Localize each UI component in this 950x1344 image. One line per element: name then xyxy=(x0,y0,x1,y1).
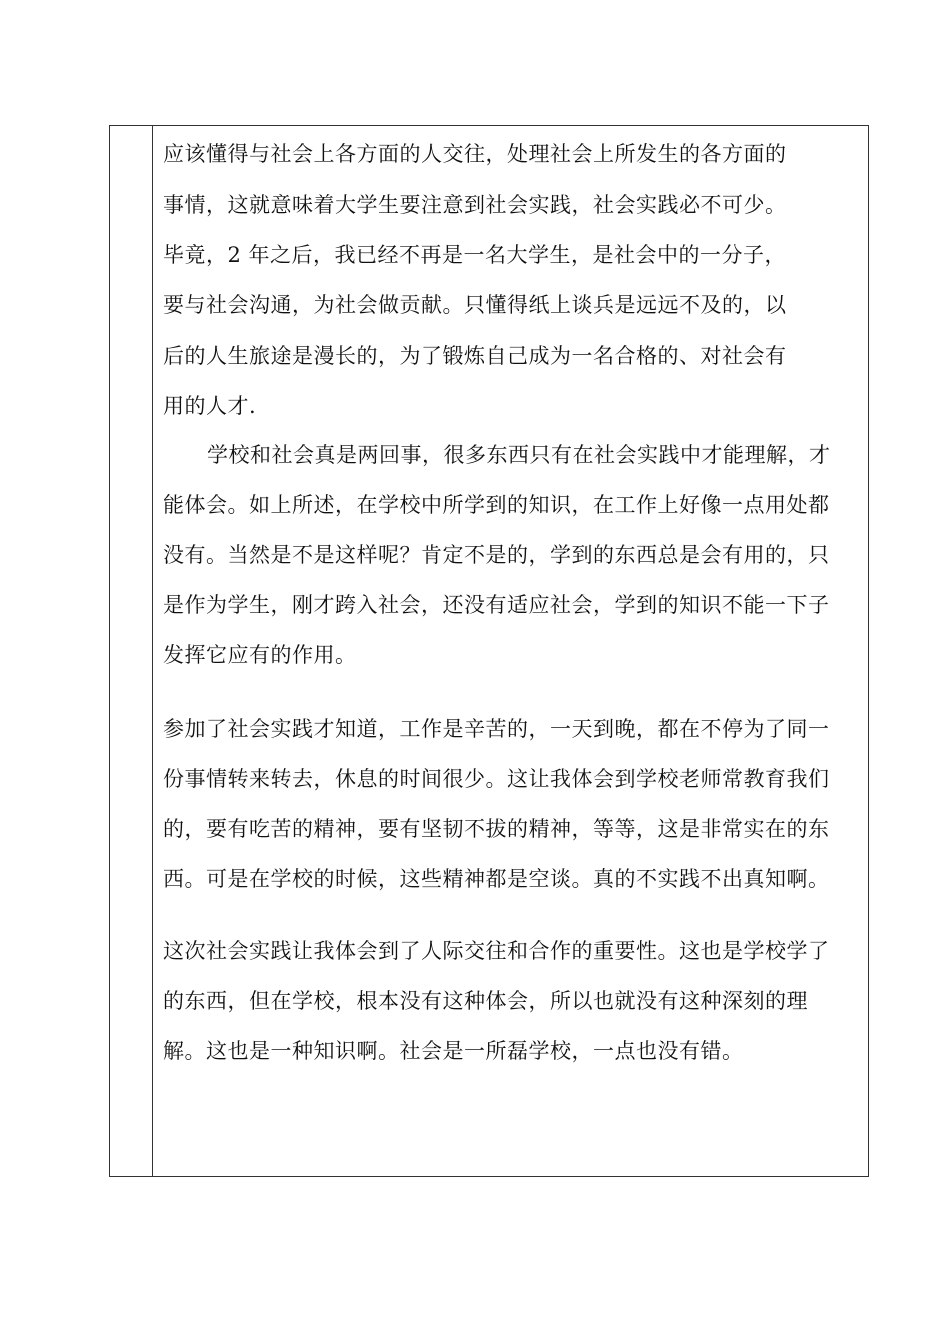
text-line: 参加了社会实践才知道，工作是辛苦的，一天到晚，都在不停为了同一 xyxy=(163,717,830,741)
text-line: 解。这也是一种知识啊。社会是一所磊学校，一点也没有错。 xyxy=(163,1039,744,1063)
text-line: 能体会。如上所述，在学校中所学到的知识，在工作上好像一点用处都 xyxy=(163,493,830,517)
text-line: 没有。当然是不是这样呢？肯定不是的，学到的东西总是会有用的，只 xyxy=(163,543,830,567)
document-table xyxy=(109,125,869,1177)
text-line: 事情，这就意味着大学生要注意到社会实践，社会实践必不可少。 xyxy=(163,193,787,217)
text-line: 发挥它应有的作用。 xyxy=(163,643,357,667)
text-line: 西。可是在学校的时候，这些精神都是空谈。真的不实践不出真知啊。 xyxy=(163,867,830,891)
text-line: 毕竟，2 年之后，我已经不再是一名大学生，是社会中的一分子， xyxy=(163,243,787,267)
text-line: 后的人生旅途是漫长的，为了锻炼自己成为一名合格的、对社会有 xyxy=(163,344,787,368)
text-line: 是作为学生，刚才跨入社会，还没有适应社会，学到的知识不能一下子 xyxy=(163,593,830,617)
text-line: 应该懂得与社会上各方面的人交往，处理社会上所发生的各方面的 xyxy=(163,142,787,166)
text-line: 份事情转来转去，休息的时间很少。这让我体会到学校老师常教育我们 xyxy=(163,767,830,791)
text-line: 这次社会实践让我体会到了人际交往和合作的重要性。这也是学校学了 xyxy=(163,939,830,963)
left-label-column xyxy=(110,126,153,1176)
text-line: 要与社会沟通，为社会做贡献。只懂得纸上谈兵是远远不及的，以 xyxy=(163,293,787,317)
text-line: 的，要有吃苦的精神，要有坚韧不拔的精神，等等，这是非常实在的东 xyxy=(163,817,830,841)
text-line: 用的人才. xyxy=(163,394,257,418)
text-line: 的东西，但在学校，根本没有这种体会，所以也就没有这种深刻的理 xyxy=(163,989,808,1013)
text-line: 学校和社会真是两回事，很多东西只有在社会实践中才能理解，才 xyxy=(207,443,831,467)
